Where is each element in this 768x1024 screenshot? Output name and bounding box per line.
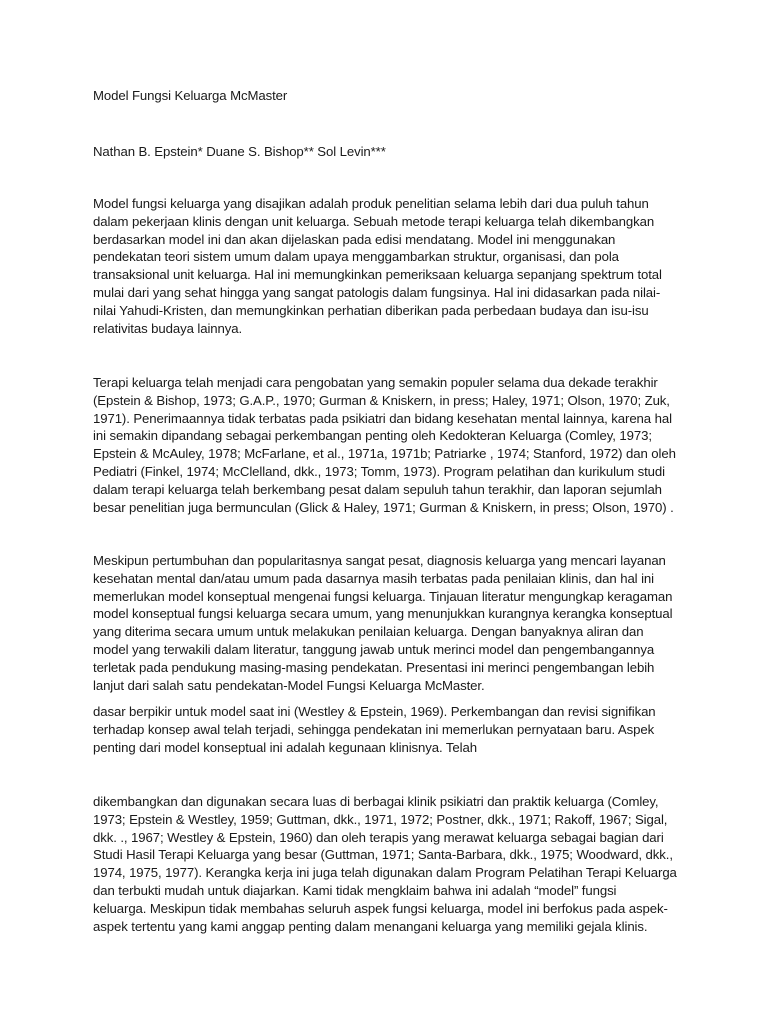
paragraph-line: dalam terapi keluarga telah berkembang pesat dalam sepuluh tahun terakhir, dan laporan sejumlah: [93, 481, 662, 497]
paragraph-line: Meskipun pertumbuhan dan popularitasnya sangat pesat, diagnosis keluarga yang mencari layanan: [93, 553, 666, 568]
paragraph-line: keluarga. Meskipun tidak membahas seluruh aspek fungsi keluarga, model ini berfokus pada aspek-: [93, 900, 668, 916]
paragraph-line: mulai dari yang sehat hingga yang sangat patologis dalam fungsinya. Hal ini didasarkan pada nilai-: [93, 284, 661, 300]
paragraph-line: Pediatri (Finkel, 1974; McClelland, dkk., 1973; Tomm, 1973). Program pelatihan dan kurikulum studi: [93, 463, 665, 479]
paragraph-line: dkk. ., 1967; Westley & Epstein, 1960) dan oleh terapis yang merawat keluarga sebagai bagian dari: [93, 829, 664, 845]
paragraph-line: pendekatan teori sistem umum dalam upaya menggambarkan struktur, organisasi, dan pola: [93, 249, 619, 265]
paragraph-line: besar penelitian juga bermunculan (Glick & Haley, 1971; Gurman & Kniskern, in press; Olson, 1970) .: [93, 499, 674, 515]
paragraph-line: terletak pada pendukung masing-masing pendekatan. Presentasi ini merinci pengembangan lebih: [93, 659, 655, 675]
paragraph-line: 1974, 1975, 1977). Kerangka kerja ini juga telah digunakan dalam Program Pelatihan Terapi Keluarga: [93, 865, 677, 881]
paragraph-line: terhadap konsep awal telah terjadi, sehingga pendekatan ini memerlukan pernyataan baru. Aspek: [93, 721, 655, 737]
paragraph-line: Terapi keluarga telah menjadi cara pengobatan yang semakin populer selama dua dekade terakhir: [93, 375, 658, 390]
paragraph-line: model yang terwakili dalam literatur, tanggung jawab untuk merinci model dan pengembangannya: [93, 641, 655, 657]
paragraph-line: dalam pekerjaan klinis dengan unit keluarga. Sebuah metode terapi keluarga telah dikembangkan: [93, 213, 655, 229]
paragraph-line: 1973; Epstein & Westley, 1959; Guttman, dkk., 1971, 1972; Postner, dkk., 1971; Rakoff, 1967; Sigal,: [93, 811, 668, 827]
paragraph-line: yang diterima secara umum untuk melakukan penilaian keluarga. Dengan banyaknya aliran dan: [93, 624, 644, 640]
paragraph-line: ini semakin dipandang sebagai perkembangan penting oleh Kedokteran Keluarga (Comley, 1973;: [93, 428, 652, 444]
paragraph-3: [93, 552, 678, 694]
paragraph-line: dan terbukti mudah untuk diajarkan. Kami tidak mengklaim bahwa ini adalah “model” fungsi: [93, 882, 617, 898]
paragraph-line: penting dari model konseptual ini adalah kegunaan klinisnya. Telah: [93, 739, 477, 755]
paragraph-1: [93, 195, 678, 337]
paragraph-2: [93, 374, 678, 516]
paragraph-5: [93, 793, 678, 935]
author-line: Nathan B. Epstein* Duane S. Bishop** Sol Levin***: [93, 144, 386, 159]
paragraph-line: nilai Yahudi-Kristen, dan memungkinkan perhatian diberikan pada perbedaan budaya dan isu-isu: [93, 302, 649, 318]
paragraph-line: Studi Hasil Terapi Keluarga yang besar (Guttman, 1971; Santa-Barbara, dkk., 1975; Woodward, dkk.,: [93, 847, 673, 863]
paragraph-line: lanjut dari salah satu pendekatan-Model Fungsi Keluarga McMaster.: [93, 677, 485, 693]
paragraph-line: Model fungsi keluarga yang disajikan adalah produk penelitian selama lebih dari dua puluh tahun: [93, 196, 649, 211]
paragraph-line: relativitas budaya lainnya.: [93, 320, 243, 336]
paragraph-4: [93, 703, 678, 756]
paragraph-line: (Epstein & Bishop, 1973; G.A.P., 1970; Gurman & Kniskern, in press; Haley, 1971; Olson, 1970; Zuk,: [93, 392, 670, 408]
paragraph-line: berdasarkan model ini dan akan dijelaskan pada edisi mendatang. Model ini menggunakan: [93, 231, 616, 247]
paragraph-line: kesehatan mental dan/atau umum pada dasarnya masih terbatas pada penilaian klinis, dan hal ini: [93, 570, 654, 586]
paragraph-line: 1971). Penerimaannya tidak terbatas pada psikiatri dan bidang kesehatan mental lainnya, karena hal: [93, 410, 672, 426]
paragraph-line: aspek tertentu yang kami anggap penting dalam menangani keluarga yang memiliki gejala klinis.: [93, 918, 648, 934]
document-title: Model Fungsi Keluarga McMaster: [93, 88, 288, 103]
paragraph-line: memerlukan model konseptual mengenai fungsi keluarga. Tinjauan literatur mengungkap keragaman: [93, 588, 673, 604]
paragraph-line: dasar berpikir untuk model saat ini (Westley & Epstein, 1969). Perkembangan dan revisi signifikan: [93, 704, 656, 719]
paragraph-line: model konseptual fungsi keluarga secara umum, yang menunjukkan kurangnya kerangka konseptual: [93, 606, 673, 622]
paragraph-line: dikembangkan dan digunakan secara luas di berbagai klinik psikiatri dan praktik keluarga (Comley,: [93, 794, 659, 809]
paragraph-line: Epstein & McAuley, 1978; McFarlane, et al., 1971a, 1971b; Patriarke , 1974; Stanford, 1972) dan oleh: [93, 446, 676, 462]
paragraph-line: transaksional unit keluarga. Hal ini memungkinkan pemeriksaan keluarga sepanjang spektrum total: [93, 267, 662, 283]
